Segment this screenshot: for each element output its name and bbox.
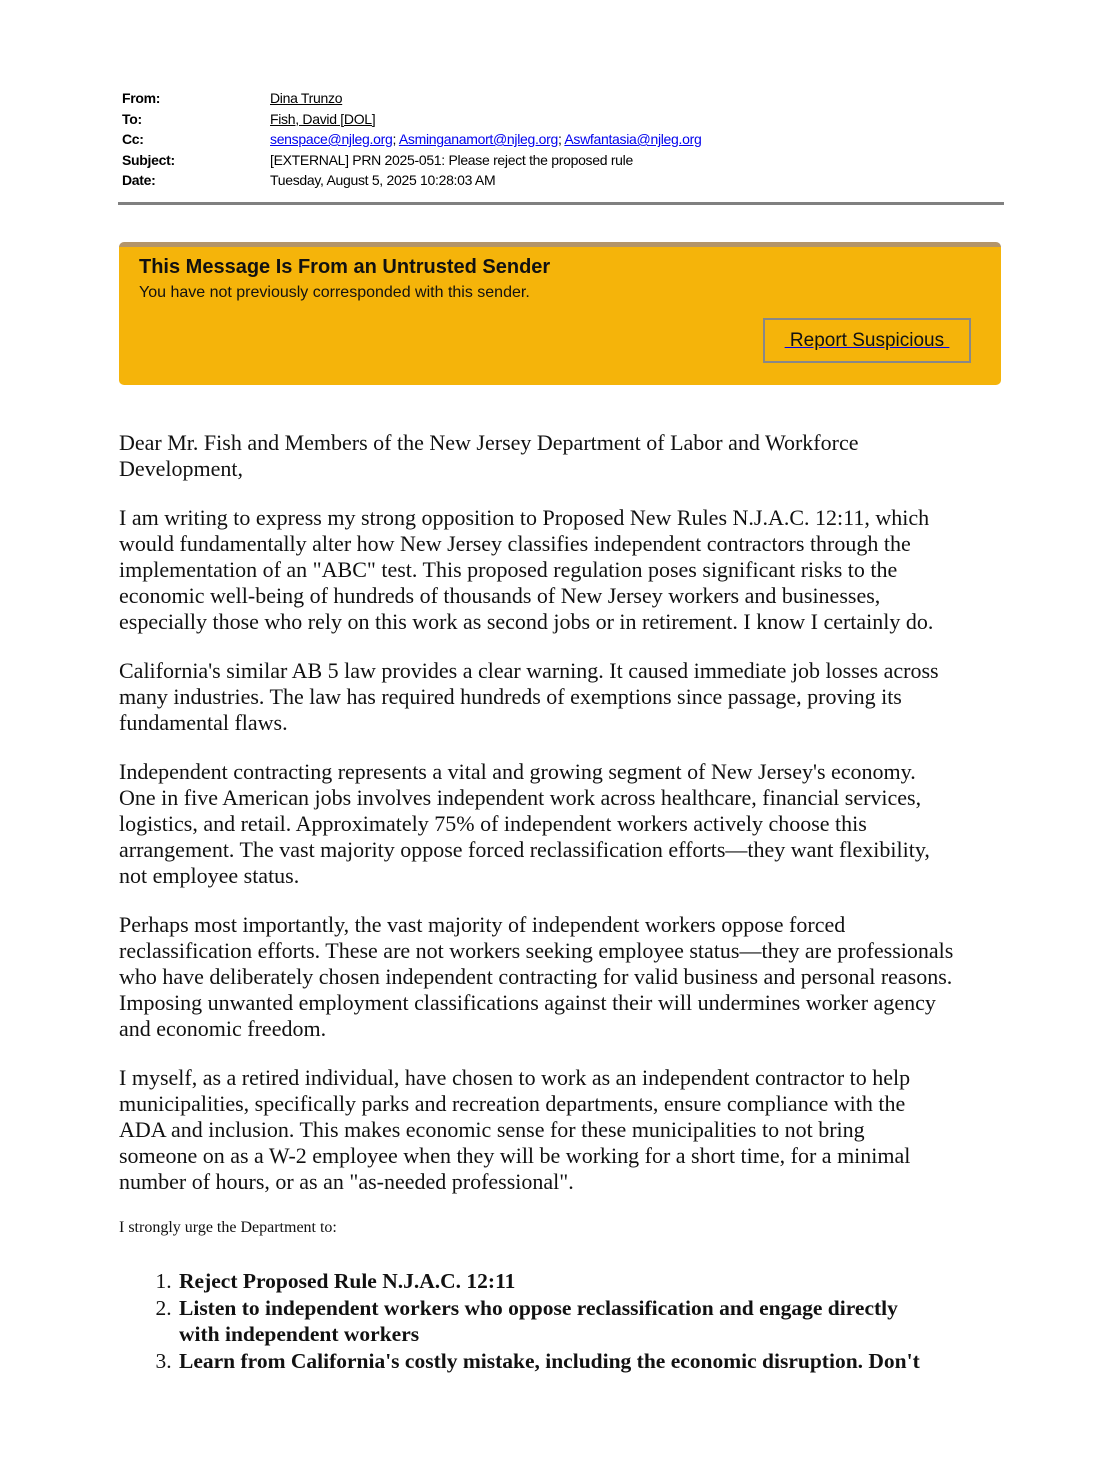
date-value: Tuesday, August 5, 2025 10:28:03 AM (270, 172, 496, 188)
paragraph-line: logistics, and retail. Approximately 75% of independent workers actively choose this (119, 811, 867, 836)
body-paragraph (119, 505, 1019, 635)
date-label: Date: (122, 172, 156, 188)
cc-list (270, 129, 701, 150)
banner-title: This Message Is From an Untrusted Sender (139, 256, 551, 278)
banner-subtitle: You have not previously corresponded with this sender. (139, 284, 530, 301)
paragraph-line: Perhaps most importantly, the vast majority of independent workers oppose forced (119, 912, 846, 937)
body-paragraph (119, 912, 1019, 1042)
email-header (122, 88, 701, 191)
cc-link[interactable]: Aswfantasia@njleg.org (564, 131, 702, 147)
cc-link[interactable]: senspace@njleg.org (270, 131, 393, 147)
subject-value: [EXTERNAL] PRN 2025-051: Please reject the proposed rule (270, 151, 633, 168)
urge-list (119, 1268, 1019, 1374)
to-link[interactable]: Fish, David [DOL] (270, 110, 376, 127)
cc-separator: ; (392, 131, 399, 147)
paragraph-line: arrangement. The vast majority oppose forced reclassification efforts—they want flexibility, (119, 837, 930, 862)
paragraph-line: California's similar AB 5 law provides a clear warning. It caused immediate job losses across (119, 658, 939, 683)
from-row (122, 88, 701, 109)
to-label: To: (122, 110, 142, 127)
body-paragraph (119, 430, 1019, 482)
untrusted-sender-banner (119, 242, 1001, 385)
paragraph-line: ADA and inclusion. This makes economic sense for these municipalities to not bring (119, 1117, 865, 1142)
email-body (119, 430, 1019, 1374)
body-paragraph (119, 759, 1019, 889)
header-divider (118, 202, 1004, 205)
cc-row (122, 129, 701, 150)
paragraph-line: and economic freedom. (119, 1016, 327, 1041)
paragraph-line: someone on as a W-2 employee when they will be working for a short time, for a minimal (119, 1143, 911, 1168)
subject-label: Subject: (122, 151, 175, 168)
body-paragraphs (119, 430, 1019, 1195)
paragraph-line: who have deliberately chosen independent contracting for valid business and personal reasons. (119, 964, 953, 989)
from-link[interactable]: Dina Trunzo (270, 90, 343, 106)
urge-list-item (177, 1268, 1019, 1295)
paragraph-line: municipalities, specifically parks and recreation departments, ensure compliance with the (119, 1091, 906, 1116)
paragraph-line: reclassification efforts. These are not workers seeking employee status—they are professionals (119, 938, 954, 963)
paragraph-line: I am writing to express my strong opposition to Proposed New Rules N.J.A.C. 12:11, which (119, 505, 930, 530)
paragraph-line: I myself, as a retired individual, have chosen to work as an independent contractor to help (119, 1065, 911, 1090)
body-paragraph (119, 658, 1019, 736)
to-row (122, 109, 701, 130)
report-suspicious-button[interactable]: Report Suspicious (763, 318, 971, 363)
paragraph-line: Dear Mr. Fish and Members of the New Jersey Department of Labor and Workforce (119, 430, 859, 455)
paragraph-line: especially those who rely on this work as second jobs or in retirement. I know I certainly do. (119, 609, 934, 634)
body-paragraph (119, 1065, 1019, 1195)
paragraph-line: economic well-being of hundreds of thousands of New Jersey workers and businesses, (119, 583, 881, 608)
paragraph-line: fundamental flaws. (119, 710, 288, 735)
list-item-line: with independent workers (179, 1322, 420, 1346)
paragraph-line: would fundamentally alter how New Jersey classifies independent contractors through the (119, 531, 911, 556)
paragraph-line: Imposing unwanted employment classifications against their will undermines worker agency (119, 990, 936, 1015)
cc-separator: ; (557, 131, 565, 147)
paragraph-line: One in five American jobs involves independent work across healthcare, financial services, (119, 785, 922, 810)
urge-list-item (177, 1348, 1019, 1375)
paragraph-line: many industries. The law has required hundreds of exemptions since passage, proving its (119, 684, 902, 709)
paragraph-line: not employee status. (119, 863, 300, 888)
paragraph-line: Independent contracting represents a vital and growing segment of New Jersey's economy. (119, 759, 916, 784)
paragraph-line: number of hours, or as an "as-needed professional". (119, 1169, 574, 1194)
list-item-line: 1. Reject Proposed Rule N.J.A.C. 12:11 (179, 1269, 516, 1293)
date-row (122, 170, 701, 191)
list-item-line: 3. Learn from California's costly mistake, including the economic disruption. Don't (179, 1348, 920, 1373)
urge-list-item (177, 1295, 1019, 1348)
paragraph-line: implementation of an "ABC" test. This proposed regulation poses significant risks to the (119, 557, 898, 582)
from-label: From: (122, 90, 161, 106)
paragraph-line: Development, (119, 456, 244, 481)
list-item-line: 2. Listen to independent workers who oppose reclassification and engage directly (179, 1295, 898, 1320)
urge-text: I strongly urge the Department to: (119, 1219, 337, 1236)
cc-link[interactable]: Asminganamort@njleg.org (398, 131, 558, 147)
cc-label: Cc: (122, 131, 144, 147)
subject-row (122, 150, 701, 171)
